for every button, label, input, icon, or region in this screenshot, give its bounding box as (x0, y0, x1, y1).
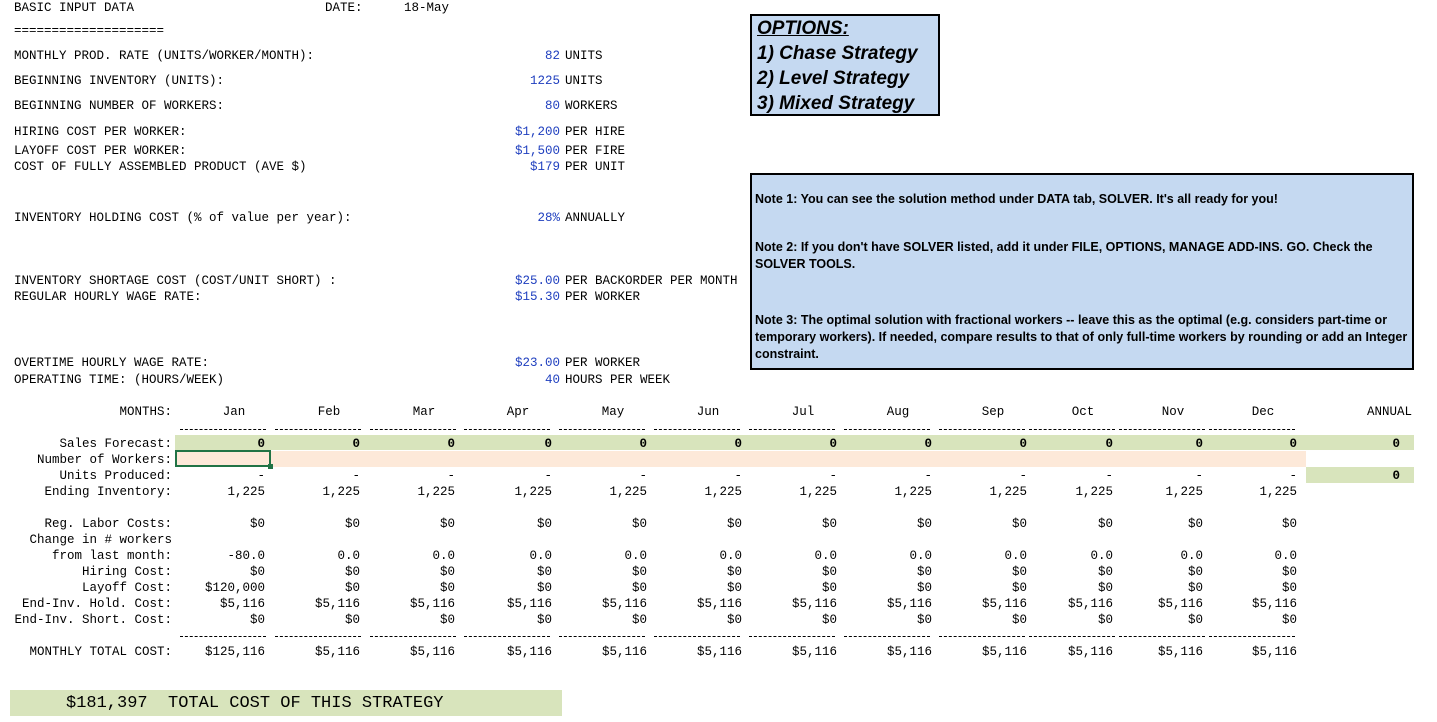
row-cell: $0 (916, 613, 932, 627)
input-value[interactable]: $15.30 (514, 290, 560, 304)
row-cell: $0 (631, 517, 647, 531)
row-cell: $0 (1281, 565, 1297, 579)
input-unit: WORKERS (565, 99, 618, 113)
input-label: INVENTORY SHORTAGE COST (COST/UNIT SHORT) : (14, 274, 337, 288)
row-cell: - (1289, 469, 1297, 483)
row-cell: $0 (344, 517, 360, 531)
row-label: Layoff Cost: (81, 581, 172, 595)
total-underline (1029, 636, 1115, 637)
row-cell: - (1195, 469, 1203, 483)
row-cell: 1,225 (609, 485, 647, 499)
row-cell: - (1019, 469, 1027, 483)
row-cell: $5,116 (791, 597, 837, 611)
row-cell: $0 (821, 565, 837, 579)
month-header-dec: Dec (1251, 405, 1275, 419)
row-cell: 0 (734, 437, 742, 451)
row-cell: 0 (1195, 437, 1203, 451)
row-cell: $0 (631, 581, 647, 595)
options-title: OPTIONS: (757, 18, 849, 39)
row-cell: $0 (1281, 613, 1297, 627)
row-cell: $5,116 (791, 645, 837, 659)
row-label: Ending Inventory: (44, 485, 172, 499)
input-unit: PER FIRE (565, 144, 626, 158)
row-cell: 0 (544, 437, 552, 451)
row-cell: 0 (924, 437, 932, 451)
row-cell: $0 (821, 613, 837, 627)
row-cell: - (1105, 469, 1113, 483)
note-1: Note 1: You can see the solution method under DATA tab, SOLVER. It's all ready for you! (755, 192, 1278, 206)
month-header-jun: Jun (696, 405, 720, 419)
row-cell: $0 (726, 613, 742, 627)
row-cell: 0.0 (624, 549, 647, 563)
row-cell: - (924, 469, 932, 483)
option-mixed: 3) Mixed Strategy (757, 93, 915, 114)
row-label: Hiring Cost: (81, 565, 172, 579)
row-cell: $0 (821, 581, 837, 595)
row-cell: 0 (829, 437, 837, 451)
input-label: OVERTIME HOURLY WAGE RATE: (14, 356, 210, 370)
row-label: from last month: (51, 549, 172, 563)
total-cost-label: TOTAL COST OF THIS STRATEGY (168, 694, 444, 713)
row-label: Units Produced: (59, 469, 172, 483)
row-cell: - (352, 469, 360, 483)
month-header-jul: Jul (791, 405, 815, 419)
row-cell: 0 (1105, 437, 1113, 451)
row-cell: $0 (726, 565, 742, 579)
row-cell: 0 (1019, 437, 1027, 451)
header-underline (180, 429, 266, 430)
row-cell: 1,225 (1165, 485, 1203, 499)
row-cell: $0 (1187, 517, 1203, 531)
row-cell: $0 (1011, 517, 1027, 531)
total-underline (559, 636, 645, 637)
header-underline (275, 429, 361, 430)
row-annual: 0 (1392, 437, 1400, 451)
row-cell: -80.0 (227, 549, 265, 563)
input-unit: PER UNIT (565, 160, 626, 174)
row-cell: $5,116 (1251, 597, 1297, 611)
row-cell: $0 (439, 565, 455, 579)
option-chase: 1) Chase Strategy (757, 43, 918, 64)
row-cell: $0 (1011, 581, 1027, 595)
row-cell: $0 (1011, 565, 1027, 579)
row-cell: $0 (249, 613, 265, 627)
row-cell: 0.0 (1004, 549, 1027, 563)
total-cost-amount: $181,397 (66, 694, 148, 713)
row-label: Change in # workers (29, 533, 172, 547)
row-cell: $5,116 (506, 645, 552, 659)
row-cell: 0.0 (1180, 549, 1203, 563)
month-header-jan: Jan (222, 405, 246, 419)
row-cell: $0 (1187, 581, 1203, 595)
row-cell: $0 (536, 613, 552, 627)
row-cell: $5,116 (1067, 645, 1113, 659)
row-cell: $0 (1187, 613, 1203, 627)
row-cell: 0 (639, 437, 647, 451)
row-cell: $5,116 (1067, 597, 1113, 611)
header-underline (559, 429, 645, 430)
row-cell: 0 (1289, 437, 1297, 451)
row-cell: - (734, 469, 742, 483)
row-cell: $0 (344, 613, 360, 627)
row-cell: $0 (1097, 517, 1113, 531)
row-cell: - (544, 469, 552, 483)
date-label: DATE: (325, 1, 363, 15)
input-label: HIRING COST PER WORKER: (14, 125, 187, 139)
input-value[interactable]: 28% (537, 211, 560, 225)
header-underline (370, 429, 456, 430)
input-value[interactable]: 1225 (529, 74, 560, 88)
row-cell: $5,116 (409, 597, 455, 611)
annual-header: ANNUAL (1366, 405, 1412, 419)
fill-handle[interactable] (268, 464, 273, 469)
row-cell: 1,225 (799, 485, 837, 499)
row-cell: $0 (249, 565, 265, 579)
input-label: BEGINNING INVENTORY (UNITS): (14, 74, 225, 88)
header-underline (1119, 429, 1205, 430)
month-header-feb: Feb (317, 405, 341, 419)
row-cell: $0 (631, 565, 647, 579)
row-cell: $0 (1097, 565, 1113, 579)
row-cell: 1,225 (417, 485, 455, 499)
row-cell: 0.0 (529, 549, 552, 563)
row-cell: $5,116 (981, 645, 1027, 659)
row-cell: $0 (821, 517, 837, 531)
input-unit: UNITS (565, 49, 603, 63)
input-unit: PER HIRE (565, 125, 626, 139)
month-header-oct: Oct (1071, 405, 1095, 419)
months-label: MONTHS: (119, 405, 172, 419)
input-label: COST OF FULLY ASSEMBLED PRODUCT (AVE $) (14, 160, 307, 174)
row-cell: 1,225 (989, 485, 1027, 499)
row-cell: - (257, 469, 265, 483)
option-level: 2) Level Strategy (757, 68, 910, 89)
total-underline (464, 636, 550, 637)
row-cell: 0.0 (814, 549, 837, 563)
header-underline (939, 429, 1025, 430)
row-cell: $0 (439, 613, 455, 627)
row-cell: $0 (344, 565, 360, 579)
row-cell: 1,225 (322, 485, 360, 499)
row-cell: $0 (726, 517, 742, 531)
month-header-apr: Apr (506, 405, 530, 419)
input-unit: PER BACKORDER PER MONTH (565, 274, 738, 288)
row-cell: $0 (536, 565, 552, 579)
row-cell: $5,116 (314, 645, 360, 659)
row-cell: $5,116 (1251, 645, 1297, 659)
total-cost-text (66, 694, 443, 714)
input-value[interactable]: $25.00 (514, 274, 560, 288)
row-label: Sales Forecast: (59, 437, 172, 451)
input-label: INVENTORY HOLDING COST (% of value per year): (14, 211, 352, 225)
input-label: MONTHLY PROD. RATE (UNITS/WORKER/MONTH): (14, 49, 315, 63)
row-cell: 1,225 (1259, 485, 1297, 499)
input-unit: UNITS (565, 74, 603, 88)
workers-input-band[interactable] (175, 451, 1306, 467)
row-cell: 1,225 (704, 485, 742, 499)
month-header-may: May (601, 405, 625, 419)
input-label: OPERATING TIME: (HOURS/WEEK) (14, 373, 225, 387)
row-cell: $0 (439, 581, 455, 595)
row-annual: 0 (1392, 469, 1400, 483)
row-cell: 0 (257, 437, 265, 451)
row-cell: - (639, 469, 647, 483)
row-cell: - (829, 469, 837, 483)
header-underline (1029, 429, 1115, 430)
total-underline (1209, 636, 1295, 637)
input-value[interactable]: $1,200 (514, 125, 560, 139)
month-header-sep: Sep (981, 405, 1005, 419)
header-underline (844, 429, 930, 430)
row-cell: 1,225 (894, 485, 932, 499)
input-value[interactable]: $1,500 (514, 144, 560, 158)
row-cell: $5,116 (409, 645, 455, 659)
row-cell: $5,116 (601, 597, 647, 611)
row-cell: $5,116 (314, 597, 360, 611)
row-cell: $120,000 (204, 581, 265, 595)
row-cell: $0 (726, 581, 742, 595)
row-cell: 0.0 (909, 549, 932, 563)
date-value[interactable]: 18-May (404, 1, 450, 15)
row-cell: $5,116 (886, 645, 932, 659)
row-label: MONTHLY TOTAL COST: (29, 645, 172, 659)
input-value[interactable]: 80 (544, 99, 560, 113)
input-value[interactable]: 82 (544, 49, 560, 63)
row-cell: 0.0 (719, 549, 742, 563)
input-unit: ANNUALLY (565, 211, 626, 225)
header-underline (464, 429, 550, 430)
row-cell: $0 (536, 517, 552, 531)
month-header-mar: Mar (412, 405, 436, 419)
total-underline (370, 636, 456, 637)
row-cell: 1,225 (1075, 485, 1113, 499)
month-header-aug: Aug (886, 405, 910, 419)
sheet-title: BASIC INPUT DATA (14, 1, 135, 15)
row-cell: $0 (916, 581, 932, 595)
row-cell: - (447, 469, 455, 483)
header-underline (749, 429, 835, 430)
row-cell: $125,116 (204, 645, 265, 659)
row-cell: $0 (344, 581, 360, 595)
row-cell: $0 (249, 517, 265, 531)
notes-box (750, 173, 1414, 370)
row-cell: $0 (536, 581, 552, 595)
row-cell: $5,116 (601, 645, 647, 659)
row-label: Number of Workers: (36, 453, 172, 467)
input-value[interactable]: 40 (544, 373, 560, 387)
row-cell: $5,116 (696, 597, 742, 611)
total-underline (939, 636, 1025, 637)
input-unit: HOURS PER WEEK (565, 373, 671, 387)
total-underline (749, 636, 835, 637)
row-cell: $0 (916, 517, 932, 531)
total-underline (654, 636, 740, 637)
total-underline (275, 636, 361, 637)
total-underline (844, 636, 930, 637)
total-underline (1119, 636, 1205, 637)
row-cell: 1,225 (227, 485, 265, 499)
row-cell: $5,116 (886, 597, 932, 611)
header-underline (1209, 429, 1295, 430)
row-cell: $0 (439, 517, 455, 531)
row-cell: 0.0 (337, 549, 360, 563)
row-cell: 0 (447, 437, 455, 451)
row-cell: $5,116 (1157, 645, 1203, 659)
active-cell-selection[interactable] (175, 450, 271, 467)
note-3: Note 3: The optimal solution with fractional workers -- leave this as the optimal (e.g. considers part-time or temporary workers). If needed, compare results to that of only full-time workers by rounding or add an Integer constraint. (755, 313, 1408, 361)
row-label: End-Inv. Short. Cost: (14, 613, 172, 627)
row-cell: $5,116 (1157, 597, 1203, 611)
row-cell: $0 (1097, 581, 1113, 595)
input-label: BEGINNING NUMBER OF WORKERS: (14, 99, 225, 113)
row-cell: $0 (1281, 581, 1297, 595)
row-cell: $0 (1097, 613, 1113, 627)
title-separator: ==================== (14, 24, 165, 38)
options-box (750, 14, 940, 116)
row-cell: $5,116 (696, 645, 742, 659)
input-unit: PER WORKER (565, 290, 641, 304)
row-cell: $0 (1281, 517, 1297, 531)
input-label: REGULAR HOURLY WAGE RATE: (14, 290, 202, 304)
total-underline (180, 636, 266, 637)
month-header-nov: Nov (1161, 405, 1185, 419)
row-label: Reg. Labor Costs: (44, 517, 172, 531)
row-cell: $5,116 (506, 597, 552, 611)
note-2: Note 2: If you don't have SOLVER listed, add it under FILE, OPTIONS, MANAGE ADD-INS. GO. Check the SOLVER TOOLS. (755, 240, 1373, 271)
row-cell: $0 (916, 565, 932, 579)
input-value[interactable]: $23.00 (514, 356, 560, 370)
row-label: End-Inv. Hold. Cost: (21, 597, 172, 611)
row-cell: $5,116 (981, 597, 1027, 611)
input-unit: PER WORKER (565, 356, 641, 370)
row-cell: $0 (631, 613, 647, 627)
row-cell: $5,116 (219, 597, 265, 611)
header-underline (654, 429, 740, 430)
row-cell: 0.0 (1274, 549, 1297, 563)
row-cell: 1,225 (514, 485, 552, 499)
row-cell: 0 (352, 437, 360, 451)
row-cell: $0 (1011, 613, 1027, 627)
row-cell: 0.0 (1090, 549, 1113, 563)
input-value[interactable]: $179 (529, 160, 560, 174)
input-label: LAYOFF COST PER WORKER: (14, 144, 187, 158)
row-cell: 0.0 (432, 549, 455, 563)
row-cell: $0 (1187, 565, 1203, 579)
